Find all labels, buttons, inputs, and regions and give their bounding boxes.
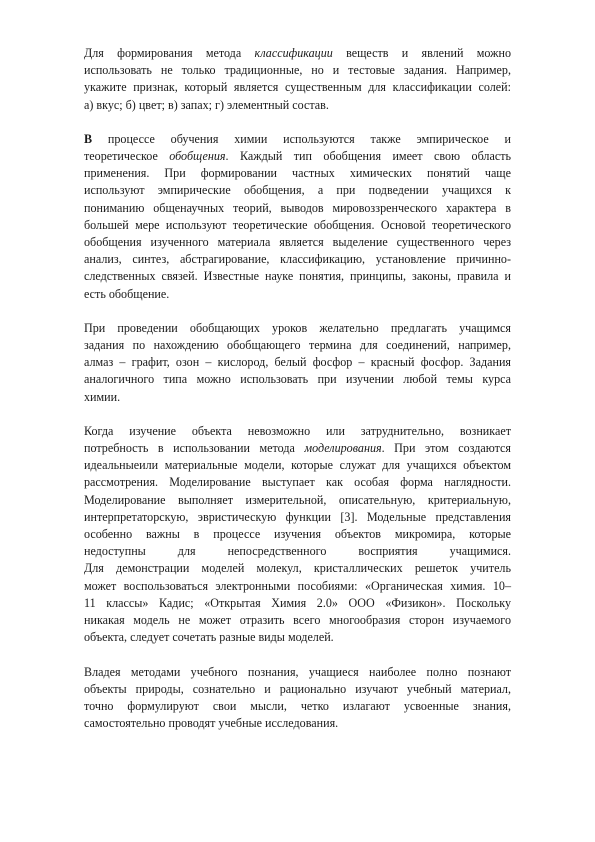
text-line (84, 62, 511, 79)
text-segment: укажите признак, который является существенным для классификации солей: (84, 80, 511, 95)
text-segment: самостоятельно проводят учебные исследования. (84, 716, 339, 731)
text-segment: есть обобщение. (84, 286, 170, 301)
text-segment: Владея методами учебного познания, учащиеся наиболее полно познают (84, 664, 511, 679)
text-line (84, 698, 511, 715)
text-segment: пониманию общенаучных теорий, выводов мировоззренческого характера в (84, 200, 511, 215)
bold-text: В (84, 131, 93, 146)
text-line (84, 681, 511, 698)
text-segment: обобщения изученного материала является выделение существенного через (84, 235, 511, 250)
text-segment: потребность в использовании метода (84, 441, 305, 456)
text-line (84, 440, 511, 457)
text-line (84, 664, 511, 681)
text-segment: Для демонстрации моделей молекул, кристаллических решеток учитель (84, 561, 511, 576)
text-line (84, 492, 511, 509)
text-segment: объекты природы, сознательно и рационально изучают учебный материал, (84, 681, 511, 696)
text-segment: Для формирования метода (84, 46, 255, 60)
text-line (84, 612, 511, 629)
text-segment: никакая модель не может отразить всего многообразия сторон изучаемого (84, 613, 511, 628)
text-line (84, 560, 511, 577)
text-segment: процессе обучения химии используются также эмпирическое и (92, 131, 511, 146)
text-line (84, 200, 511, 217)
text-line (84, 182, 511, 199)
text-segment: может воспользоваться электронными пособиями: «Органическая химия. 10– (84, 578, 511, 593)
text-segment: интерпретаторскую, эвристическую функции [3]. Модельные представления (84, 509, 511, 524)
italic-term: моделирования (304, 441, 382, 456)
text-segment: Моделирование выполняет измерительной, описательную, критериальную, (84, 492, 511, 507)
text-line (84, 337, 511, 354)
text-line (84, 389, 511, 406)
italic-term: классификации (254, 46, 333, 60)
text-line (84, 320, 511, 337)
text-line (84, 45, 511, 62)
paragraph-p5 (84, 664, 511, 733)
text-segment: следственных связей. Известные науке понятия, принципы, законы, правила и (84, 269, 511, 284)
text-line (84, 543, 511, 560)
text-segment: особенно важны в процессе изучения объектов микромира, которые (84, 527, 511, 542)
paragraph-p1 (84, 45, 511, 114)
text-segment: алмаз – графит, озон – кислород, белый фосфор – красный фосфор. Задания (84, 355, 511, 370)
text-segment: недоступны для непосредственного восприятия учащимися. (84, 544, 511, 559)
text-segment: анализ, синтез, абстрагирование, классификацию, установление причинно- (84, 252, 511, 267)
text-segment: идеальныеили материальные модели, которые служат для учащихся объектом (84, 458, 511, 473)
text-line (84, 457, 511, 474)
text-segment: рассмотрения. Моделирование выступает как особая форма наглядности. (84, 475, 511, 490)
text-segment: задания по нахождению обобщающего термина для соединений, например, (84, 338, 511, 353)
text-segment: большей мере используют теоретические обобщения. Основой теоретического (84, 217, 511, 232)
text-line (84, 526, 511, 543)
text-segment: аналогичного типа можно использовать при изучении любой темы курса (84, 372, 511, 387)
document-body (84, 45, 511, 749)
text-line (84, 131, 511, 148)
text-line (84, 715, 511, 732)
text-segment: а) вкус; б) цвет; в) запах; г) элементный состав. (84, 97, 329, 112)
paragraph-p2 (84, 131, 511, 303)
text-segment: химии. (84, 389, 121, 404)
text-segment: теоретическое (84, 149, 170, 164)
text-segment: веществ и явлений можно (332, 46, 511, 60)
text-line (84, 423, 511, 440)
text-line (84, 268, 511, 285)
text-line (84, 595, 511, 612)
text-segment: . Каждый тип обобщения имеет свою область (225, 149, 511, 164)
text-segment: объекта, следует сочетать разные виды моделей. (84, 630, 334, 645)
text-segment: применения. При формировании частных химических понятий чаще (84, 166, 511, 181)
text-segment: 11 классы» Кадис; «Открытая Химия 2.0» ООО «Физикон». Поскольку (84, 595, 511, 610)
text-segment: использовать не только традиционные, но и тестовые задания. Например, (84, 63, 511, 78)
text-segment: Когда изучение объекта невозможно или затруднительно, возникает (84, 423, 511, 438)
text-line (84, 629, 511, 646)
text-line (84, 578, 511, 595)
text-line (84, 474, 511, 491)
text-line (84, 234, 511, 251)
text-line (84, 354, 511, 371)
text-line (84, 148, 511, 165)
text-segment: точно формулируют свои мысли, четко излагают усвоенные знания, (84, 698, 511, 713)
text-line (84, 79, 511, 96)
text-line (84, 286, 511, 303)
text-segment: . При этом создаются (381, 441, 511, 456)
text-line (84, 165, 511, 182)
text-line (84, 509, 511, 526)
text-line (84, 217, 511, 234)
text-line (84, 251, 511, 268)
paragraph-p4 (84, 423, 511, 647)
text-segment: При проведении обобщающих уроков желательно предлагать учащимся (84, 320, 511, 335)
text-segment: используют эмпирические обобщения, а при подведении учащихся к (84, 183, 511, 198)
paragraph-p3 (84, 320, 511, 406)
text-line (84, 371, 511, 388)
italic-term: обобщения (169, 149, 226, 164)
text-line (84, 97, 511, 114)
